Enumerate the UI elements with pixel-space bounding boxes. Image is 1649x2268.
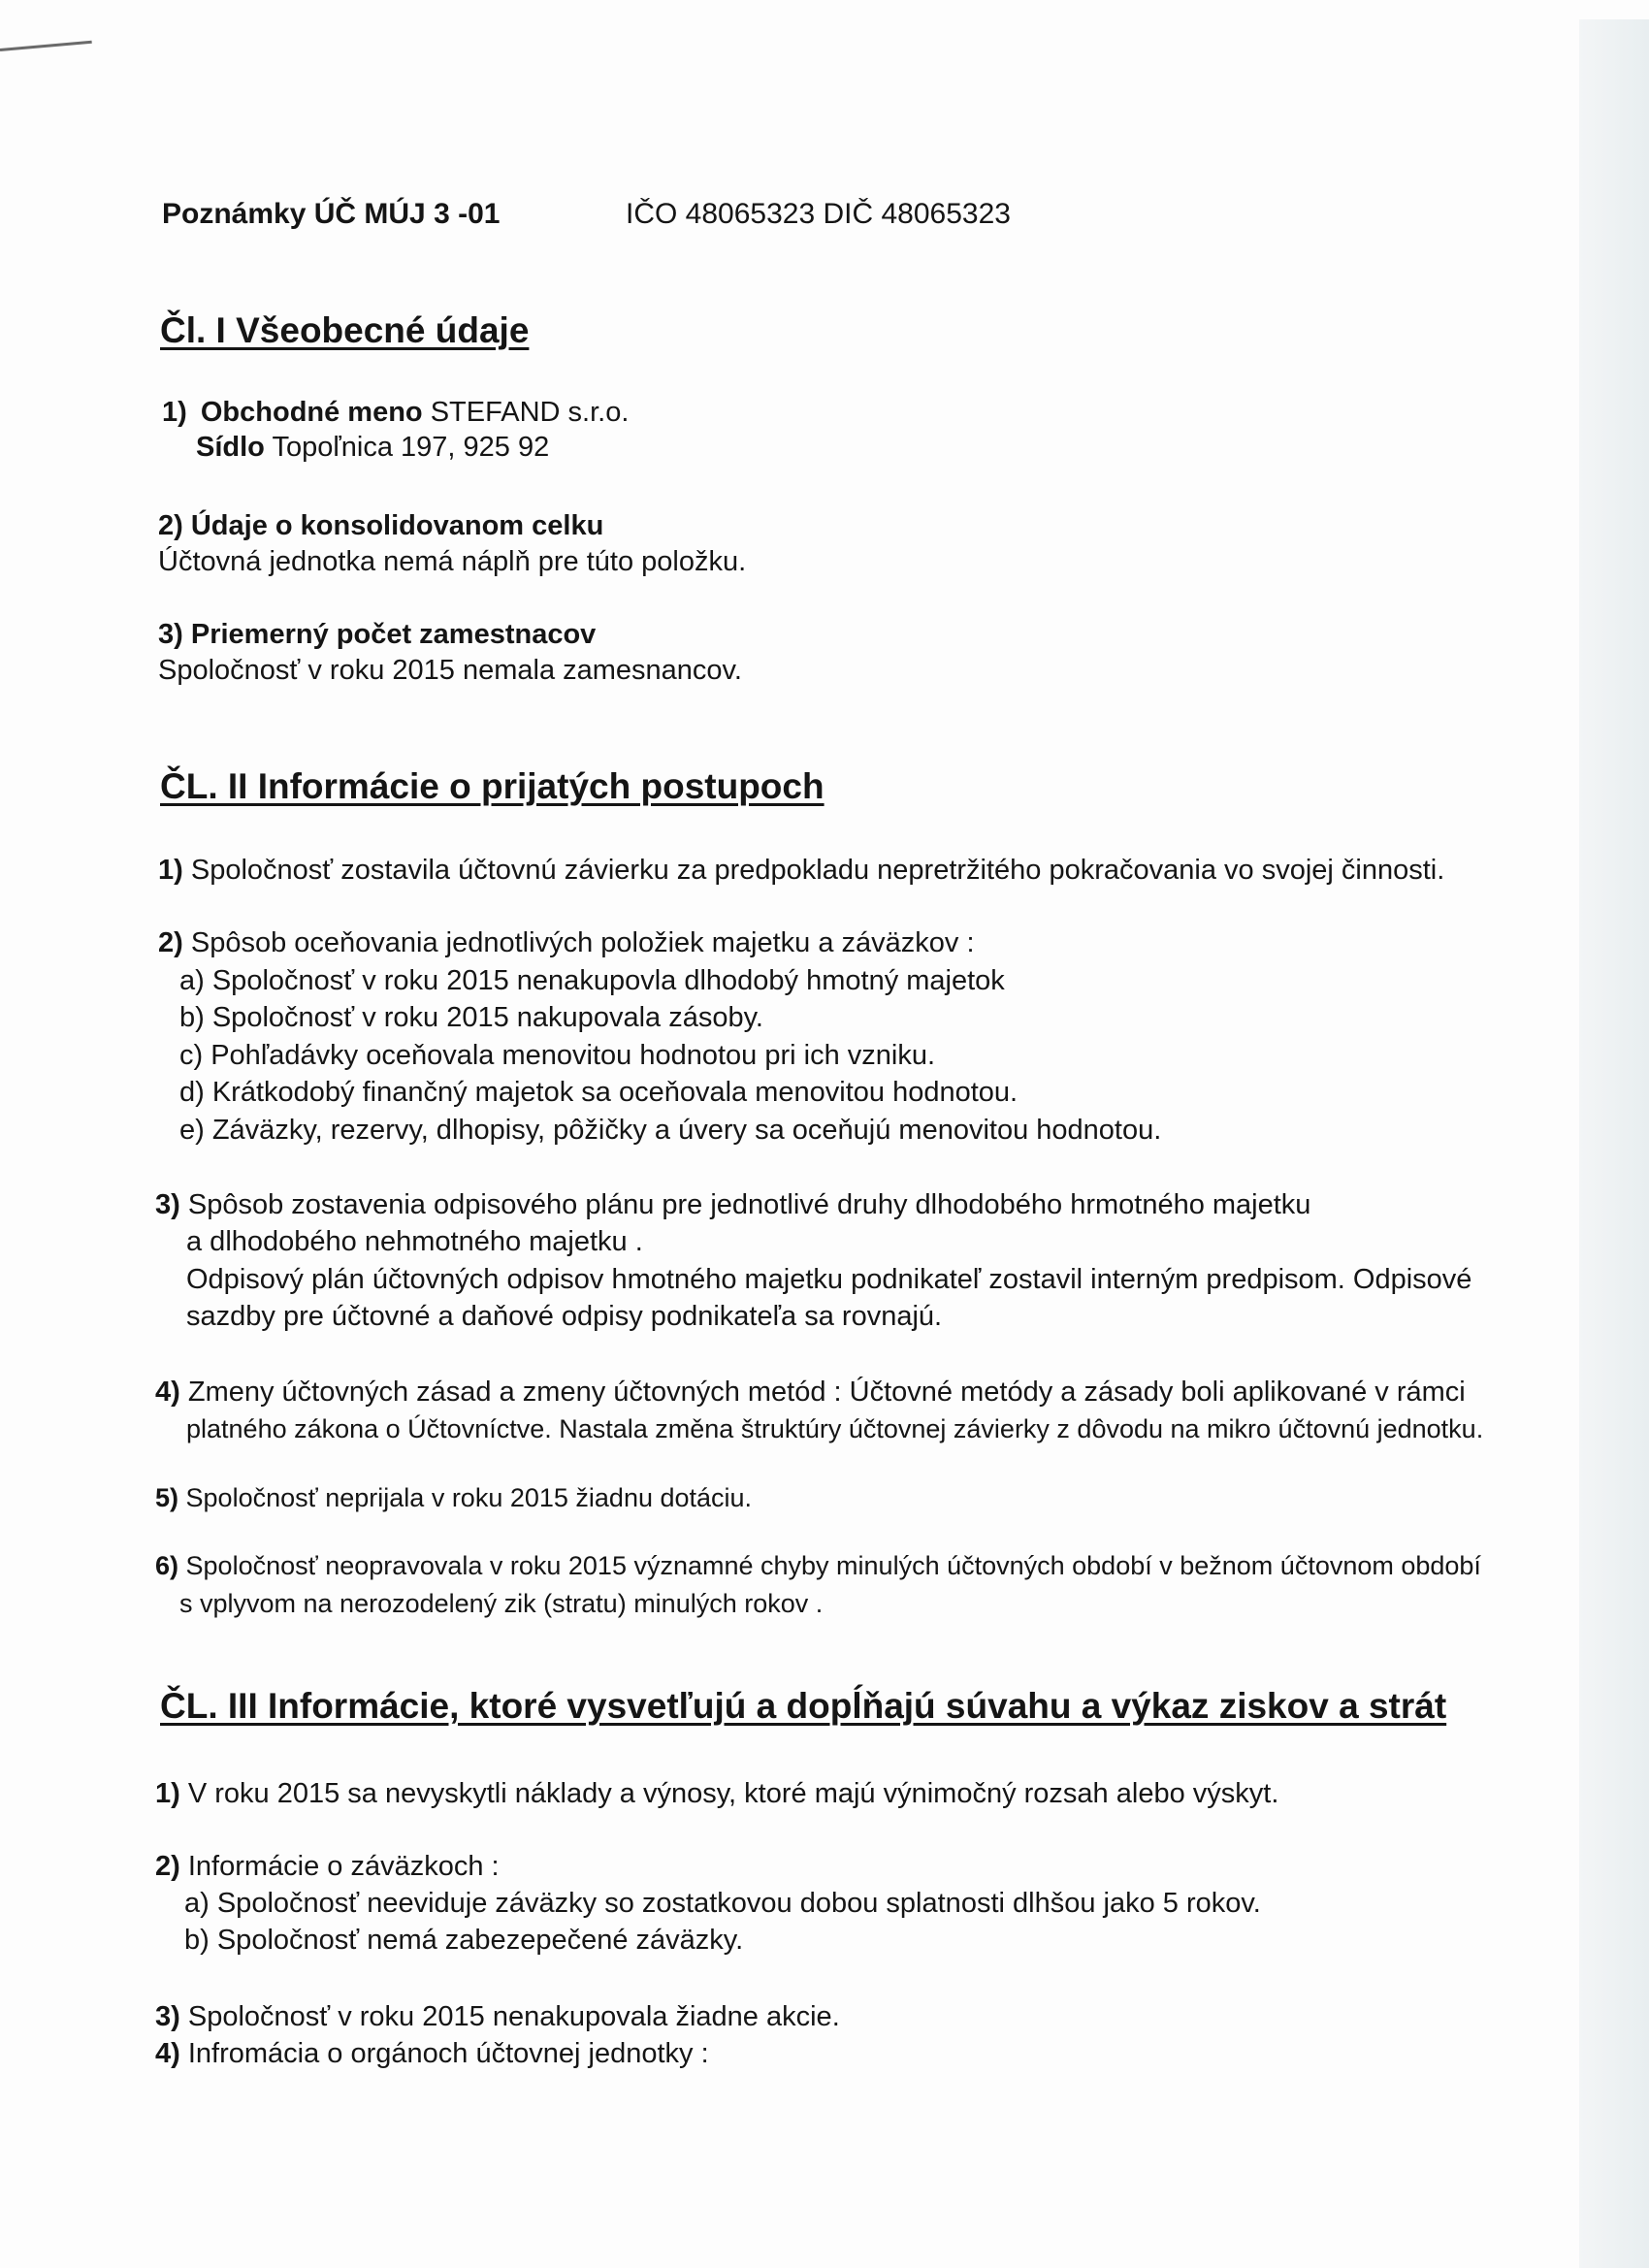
s2-item5 [155,1482,752,1513]
s2-item6-number: 6) [155,1551,179,1580]
s2-item2-sub-c: c) Pohľadávky oceňovala menovitou hodnotou pri ich vzniku. [179,1040,936,1071]
s3-item1-number: 1) [155,1778,180,1809]
s2-item2-sub-a: a) Spoločnosť v roku 2015 nenakupovla dlhodobý hmotný majetok [179,965,1005,996]
section-2-title: ČL. II Informácie o prijatých postupoch [160,766,824,806]
s2-item3-line4: sazdby pre účtovné a daňové odpisy podnikateľa sa rovnajú. [186,1301,943,1332]
s1-item2-text: Účtovná jednotka nemá náplň pre túto položku. [158,546,747,577]
s1-seat-label: Sídlo [196,432,265,463]
s2-item3-number: 3) [155,1189,180,1220]
s3-item3-number: 3) [155,2001,180,2032]
s2-item5-text: Spoločnosť neprijala v roku 2015 žiadnu dotáciu. [185,1483,753,1512]
s2-item6-line2: s vplyvom na nerozodelený zik (stratu) minulých rokov . [179,1589,824,1618]
section-3-title: ČL. III Informácie, ktoré vysvetľujú a dopĺňajú súvahu a výkaz ziskov a strát [160,1686,1447,1726]
s3-item1-text: V roku 2015 sa nevyskytli náklady a výnosy, ktoré majú výnimočný rozsah alebo výskyt. [187,1778,1279,1809]
s1-item3-text: Spoločnosť v roku 2015 nemala zamesnancov. [158,655,742,686]
s2-item1-number: 1) [158,855,183,886]
s2-item5-number: 5) [155,1483,179,1512]
s1-item1-line2 [196,431,549,465]
s2-item4-text-1: Zmeny účtovných zásad a zmeny účtovných metód : Účtovné metódy a zásady boli aplikované v rámci [187,1377,1466,1408]
s2-item4-number: 4) [155,1377,180,1408]
s2-item3-line2: a dlhodobého nehmotného majetku . [186,1226,643,1257]
s2-item2-sub-d: d) Krátkodobý finančný majetok sa oceňovala menovitou hodnotou. [179,1077,1018,1108]
s2-item3-line1 [155,1188,1310,1222]
s3-item4 [155,2037,709,2071]
s1-item1-line1 [162,396,629,430]
s3-item2-sub-a: a) Spoločnosť neeviduje záväzky so zostatkovou dobou splatnosti dlhšou jako 5 rokov. [184,1888,1261,1919]
s3-item3 [155,2000,840,2034]
s2-item3-text-1: Spôsob zostavenia odpisového plánu pre jednotlivé druhy dlhodobého hrmotného majetku [187,1189,1311,1220]
s2-item2-number: 2) [158,927,183,958]
s2-item4-line1 [155,1376,1466,1409]
s1-item2-title-text: Údaje o konsolidovanom celku [190,510,604,541]
s2-item2-sub-e: e) Záväzky, rezervy, dlhopisy, pôžičky a úvery sa oceňujú menovitou hodnotou. [179,1115,1162,1146]
s3-item3-text: Spoločnosť v roku 2015 nenakupovala žiadne akcie. [187,2001,840,2032]
s2-item6-text-1: Spoločnosť neopravovala v roku 2015 významné chyby minulých účtovných období v bežnom účtovnom období [185,1551,1481,1580]
s3-item2-number: 2) [155,1851,180,1882]
s1-item2-number: 2) [158,510,183,541]
s1-company-name-label: Obchodné meno [200,397,423,428]
s3-item2-sub-b: b) Spoločnosť nemá zabezepečené záväzky. [184,1925,744,1956]
s1-item3-title-text: Priemerný počet zamestnacov [190,619,597,650]
s1-item2-title [158,509,603,543]
s3-item4-number: 4) [155,2038,180,2069]
s1-item1-number: 1) [162,397,187,428]
s3-item1 [155,1777,1278,1811]
header-title: Poznámky ÚČ MÚJ 3 -01 [162,198,501,230]
s1-item3-number: 3) [158,619,183,650]
s3-item2 [155,1850,500,1884]
s1-item3-title [158,618,596,652]
s2-item2-sub-b: b) Spoločnosť v roku 2015 nakupovala zásoby. [179,1002,763,1033]
s2-item3-line3: Odpisový plán účtovných odpisov hmotného majetku podnikateľ zostavil interným predpisom. Odpisové [186,1264,1472,1295]
s2-item2-text: Spôsob oceňovania jednotlivých položiek majetku a záväzkov : [190,927,975,958]
s3-item2-text: Informácie o záväzkoch : [187,1851,500,1882]
s2-item1 [158,854,1444,888]
document-header [162,198,1011,231]
s2-item6-line1 [155,1550,1481,1581]
s2-item2 [158,926,975,960]
s2-item4-line2: platného zákona o Účtovníctve. Nastala změna štruktúry účtovnej závierky z dôvodu na mikro účtovnú jednotku. [186,1414,1484,1443]
s1-seat-value: Topoľnica 197, 925 92 [272,432,550,463]
section-1-title: Čl. I Všeobecné údaje [160,310,530,350]
s2-item1-text: Spoločnosť zostavila účtovnú závierku za predpokladu nepretržitého pokračovania vo svojej činnosti. [190,855,1445,886]
header-company-ids: IČO 48065323 DIČ 48065323 [626,198,1011,230]
s1-company-name-value: STEFAND s.r.o. [430,397,630,428]
s3-item4-text: Infromácia o orgánoch účtovnej jednotky : [187,2038,709,2069]
